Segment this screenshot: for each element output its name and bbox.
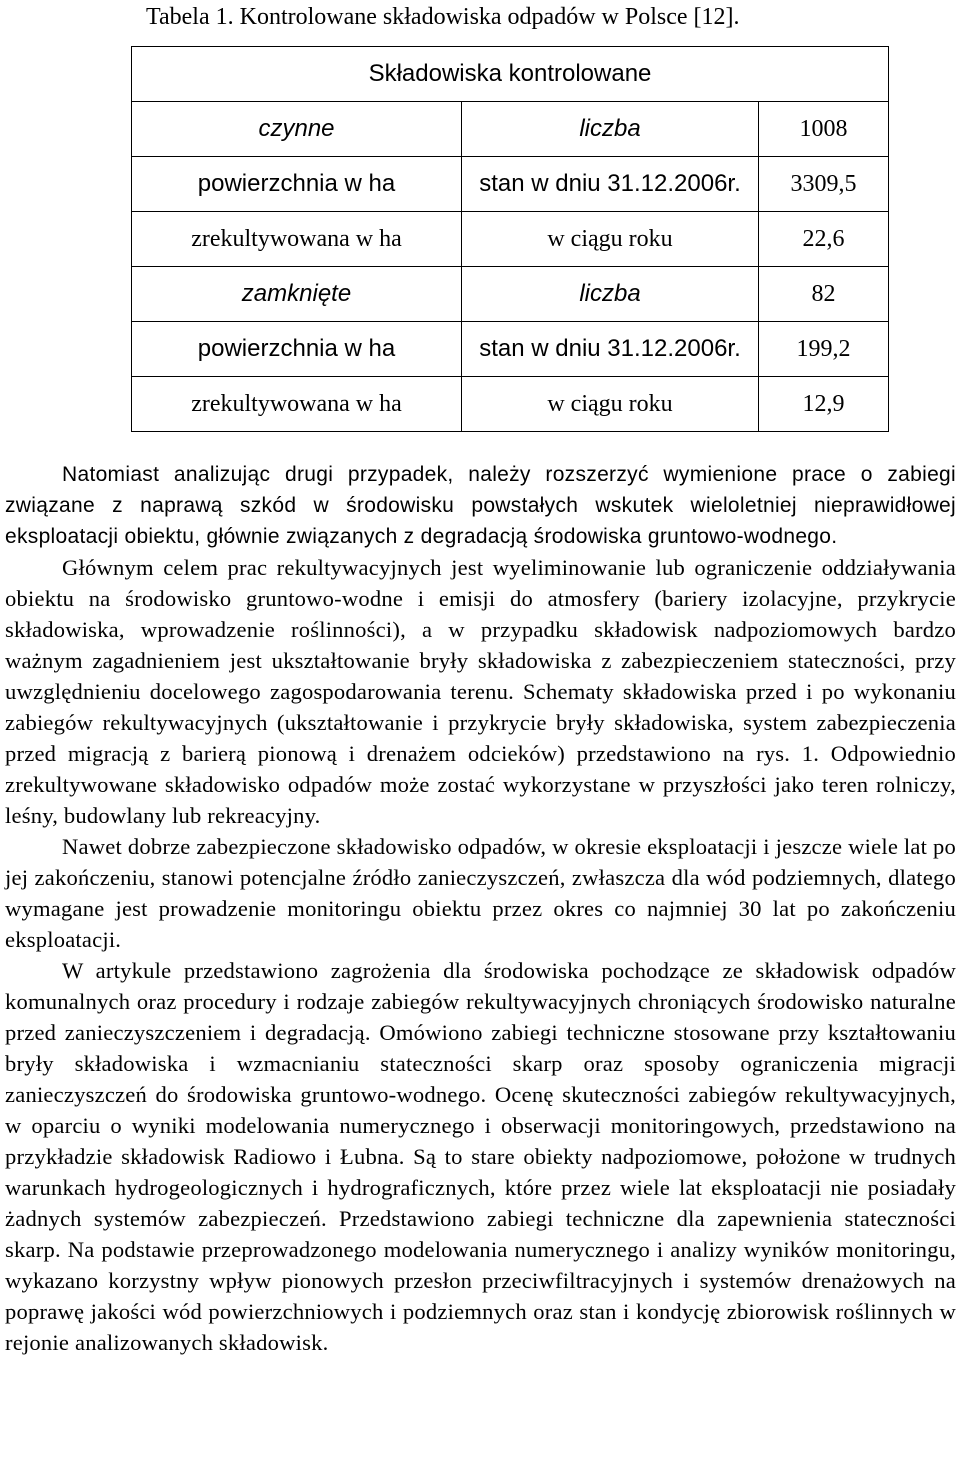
row-value: 12,9 — [759, 377, 889, 432]
row-measure: stan w dniu 31.12.2006r. — [462, 157, 759, 212]
table-row — [132, 322, 889, 377]
row-measure: stan w dniu 31.12.2006r. — [462, 322, 759, 377]
paragraph: Nawet dobrze zabezpieczone składowisko odpadów, w okresie eksploatacji i jeszcze wiele lat po jej zakończeniu, stanowi potencjalne źródło zanieczyszczeń, zwłaszcza dla wód podziemnych, dlatego wymagane jest prowadzenie monitoringu obiektu przez okres co najmniej 30 lat po zakończeniu eksploatacji. — [5, 834, 956, 952]
row-measure: liczba — [462, 102, 759, 157]
table-row — [132, 157, 889, 212]
row-measure: liczba — [462, 267, 759, 322]
row-value: 22,6 — [759, 212, 889, 267]
paragraph: W artykule przedstawiono zagrożenia dla środowiska pochodzące ze składowisk odpadów komunalnych oraz procedury i rodzaje zabiegów rekultywacyjnych chroniących środowisko naturalne przed zanieczyszczeniem i degradacją. Omówiono zabiegi techniczne stosowane przy kształtowaniu bryły składowiska i wzmacnianiu stateczności skarp oraz sposoby ograniczenia migracji zanieczyszczeń do środowiska gruntowo-wodnego. Ocenę skuteczności zabiegów rekultywacyjnych, w oparciu o wyniki modelowania numerycznego i obserwacji monitoringowych, przedstawiono na przykładzie składowisk Radiowo i Łubna. Są to stare obiekty nadpoziomowe, położone w trudnych warunkach hydrogeologicznych i hydrograficznych, które przez wiele lat eksploatacji nie posiadały żadnych systemów zabezpieczeń. Przedstawiono zabiegi techniczne dla zapewnienia stateczności skarp. Na podstawie przeprowadzonego modelowania numerycznego i analizy wyników monitoringu, wykazano korzystny wpływ pionowych przesłon przeciwfiltracyjnych i systemów drenażowych na poprawę jakości wód powierzchniowych i podziemnych oraz stan i kondycję zbiorowisk roślinnych w rejonie analizowanych składowisk. — [5, 958, 956, 1355]
paragraph: Głównym celem prac rekultywacyjnych jest wyeliminowanie lub ograniczenie oddziaływania obiektu na środowisko gruntowo-wodne i emisji do atmosfery (bariery izolacyjne, przykrycie składowiska, wprowadzenie roślinności), a w przypadku składowisk nadpoziomowych bardzo ważnym zagadnieniem jest ukształtowanie bryły składowiska z zabezpieczeniem stateczności, przy uwzględnieniu docelowego zagospodarowania terenu. Schematy składowiska przed i po wykonaniu zabiegów rekultywacyjnych (ukształtowanie i przykrycie bryły składowiska, system zabezpieczenia przed migracją z barierą pionową i drenażem odcieków) przedstawiono na rys. 1. Odpowiednio zrekultywowane składowisko odpadów może zostać wykorzystane w przyszłości jako teren rolniczy, leśny, budowlany lub rekreacyjny. — [5, 555, 956, 828]
table-header: Składowiska kontrolowane — [132, 47, 889, 102]
row-value: 82 — [759, 267, 889, 322]
table-row — [132, 267, 889, 322]
table-row — [132, 212, 889, 267]
row-value: 3309,5 — [759, 157, 889, 212]
row-label: zamknięte — [132, 267, 462, 322]
row-label: zrekultywowana w ha — [132, 377, 462, 432]
article-body — [5, 459, 956, 1358]
table-row — [132, 377, 889, 432]
landfill-table — [131, 46, 889, 432]
row-value: 199,2 — [759, 322, 889, 377]
table-row — [132, 102, 889, 157]
row-label: czynne — [132, 102, 462, 157]
row-measure: w ciągu roku — [462, 377, 759, 432]
table-header-row — [132, 47, 889, 102]
row-measure: w ciągu roku — [462, 212, 759, 267]
row-value: 1008 — [759, 102, 889, 157]
paragraph: Natomiast analizując drugi przypadek, należy rozszerzyć wymienione prace o zabiegi związane z naprawą szkód w środowisku powstałych wskutek wieloletniej nieprawidłowej eksploatacji obiektu, głównie związanych z degradacją środowiska gruntowo-wodnego. — [5, 463, 956, 548]
row-label: powierzchnia w ha — [132, 157, 462, 212]
row-label: zrekultywowana w ha — [132, 212, 462, 267]
table-caption: Tabela 1. Kontrolowane składowiska odpadów w Polsce [12]. — [146, 4, 740, 30]
row-label: powierzchnia w ha — [132, 322, 462, 377]
